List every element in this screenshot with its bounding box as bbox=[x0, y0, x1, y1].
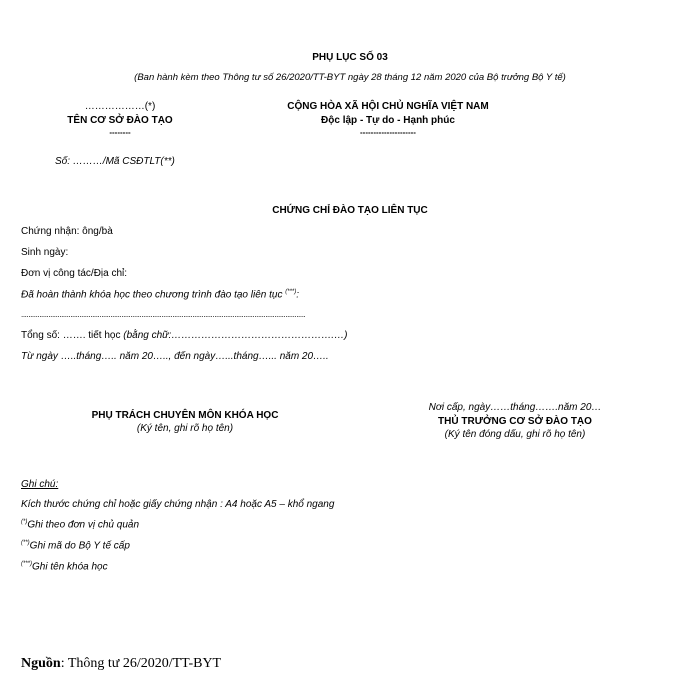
note-1-mark: (*) bbox=[21, 519, 28, 525]
issued-note: (Ban hành kèm theo Thông tư số 26/2020/TT-BYT ngày 28 tháng 12 năm 2020 của Bộ trưởng Bộ Y tế) bbox=[134, 72, 566, 83]
total-prefix: Tổng số: ……. tiết học bbox=[21, 330, 124, 341]
org-divider: -------- bbox=[109, 128, 131, 137]
source-line bbox=[21, 656, 221, 672]
left-signer-title: PHỤ TRÁCH CHUYÊN MÔN KHÓA HỌC bbox=[91, 410, 279, 421]
unit-line: Đơn vị công tác/Địa chỉ: bbox=[21, 268, 128, 279]
note-2-mark: (**) bbox=[21, 540, 30, 546]
birth-line: Sinh ngày: bbox=[21, 247, 69, 258]
note-2-text: Ghi mã do Bộ Y tế cấp bbox=[29, 540, 130, 552]
dotted-line: ............................................................................................................................................................ bbox=[21, 310, 306, 319]
org-placeholder: ………………(*) bbox=[84, 101, 156, 112]
completed-footnote-mark: (***) bbox=[285, 289, 297, 295]
completed-colon: : bbox=[296, 289, 300, 301]
motto-divider: --------------------- bbox=[360, 128, 416, 137]
nation-title: CỘNG HÒA XÃ HỘI CHỦ NGHĨA VIỆT NAM bbox=[287, 101, 489, 112]
org-title: TÊN CƠ SỞ ĐÀO TẠO bbox=[67, 115, 173, 126]
note-1 bbox=[21, 519, 139, 530]
appendix-title: PHỤ LỤC SỐ 03 bbox=[312, 52, 388, 63]
date-range-line: Từ ngày …..tháng….. năm 20….., đến ngày…...tháng…... năm 20….. bbox=[21, 351, 329, 362]
source-label: Nguồn bbox=[21, 656, 61, 671]
size-note: Kích thước chứng chỉ hoặc giấy chứng nhận : A4 hoặc A5 – khổ ngang bbox=[21, 499, 335, 510]
certify-line: Chứng nhận: ông/bà bbox=[21, 226, 113, 237]
left-signer-note: (Ký tên, ghi rõ họ tên) bbox=[136, 423, 234, 434]
completed-line bbox=[21, 289, 299, 300]
notes-heading: Ghi chú: bbox=[21, 479, 59, 490]
right-signer-title: THỦ TRƯỞNG CƠ SỞ ĐÀO TẠO bbox=[438, 416, 592, 427]
total-line bbox=[21, 330, 347, 341]
note-2 bbox=[21, 540, 130, 551]
source-text: : Thông tư 26/2020/TT-BYT bbox=[60, 656, 222, 671]
issue-place-date: Nơi cấp, ngày……tháng…….năm 20… bbox=[428, 402, 602, 413]
note-3-mark: (***) bbox=[21, 561, 33, 567]
total-in-words: (bằng chữ:………………………………………….…) bbox=[123, 330, 348, 341]
right-signer-note: (Ký tên đóng dấu, ghi rõ họ tên) bbox=[444, 429, 586, 440]
note-3 bbox=[21, 561, 108, 572]
completed-text: Đã hoàn thành khóa học theo chương trình đào tạo liên tục bbox=[21, 289, 283, 301]
motto: Độc lập - Tự do - Hạnh phúc bbox=[321, 115, 455, 126]
note-1-text: Ghi theo đơn vị chủ quản bbox=[27, 519, 140, 531]
note-3-text: Ghi tên khóa học bbox=[32, 561, 108, 573]
certificate-title: CHỨNG CHỈ ĐÀO TẠO LIÊN TỤC bbox=[272, 205, 428, 216]
number-line: Số: ………/Mã CSĐTLT(**) bbox=[55, 156, 175, 167]
